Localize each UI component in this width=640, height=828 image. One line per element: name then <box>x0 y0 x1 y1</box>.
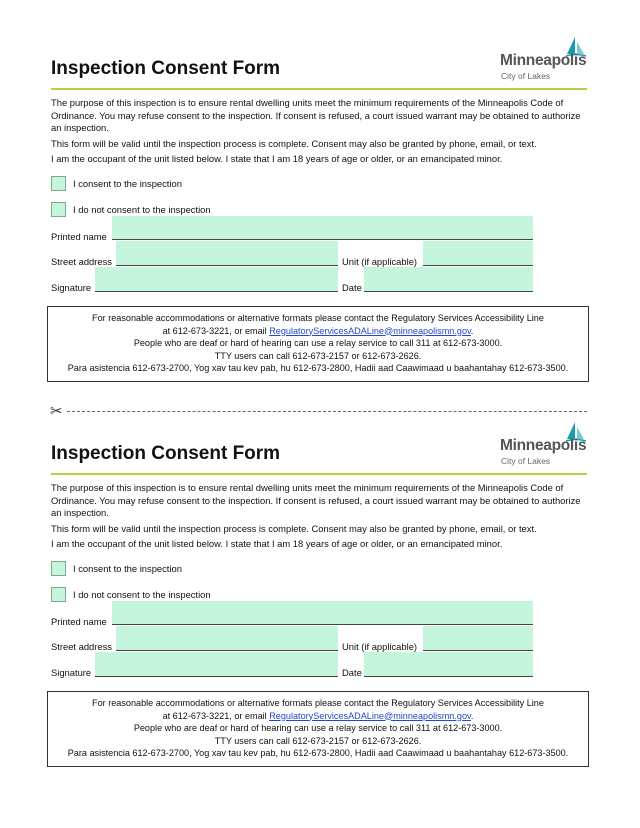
consent-form-top <box>0 0 640 385</box>
minneapolis-logo <box>500 36 590 84</box>
date-input[interactable] <box>364 652 533 676</box>
street-address-input[interactable] <box>116 241 338 265</box>
unit-underline <box>423 650 533 651</box>
printed-name-label: Printed name <box>51 231 107 242</box>
no-consent-checkbox[interactable] <box>51 202 66 217</box>
no-consent-checkbox-label: I do not consent to the inspection <box>73 589 211 600</box>
signature-underline <box>95 291 338 292</box>
street-address-input[interactable] <box>116 626 338 650</box>
scissors-icon: ✂ <box>50 403 63 420</box>
accessibility-notice <box>47 691 589 767</box>
notice-phone-text: at 612-673-3221, or email <box>162 325 270 336</box>
title-rule <box>51 88 587 90</box>
printed-name-label: Printed name <box>51 616 107 627</box>
consent-form-bottom <box>0 385 640 770</box>
purpose-paragraph: The purpose of this inspection is to ensure rental dwelling units meet the minimum requirements of the Minneapolis Code of Ordinance. You may refuse consent to the inspection. If consent is refused, a court issued warrant may be obtained to authorize an inspection. <box>51 97 581 134</box>
logo-name: Minneapolis <box>500 437 587 454</box>
validity-paragraph: This form will be valid until the inspection process is complete. Consent may also be granted by phone, email, or text. <box>51 523 537 534</box>
notice-period: . <box>470 710 474 721</box>
notice-relay-line: People who are deaf or hard of hearing can use a relay service to call 311 at 612-673-3000. <box>133 723 503 733</box>
notice-tty-line: TTY users can call 612-673-2157 or 612-673-2626. <box>214 350 422 361</box>
signature-label: Signature <box>51 667 92 678</box>
notice-line: For reasonable accommodations or alternative formats please contact the Regulatory Services Accessibility Line <box>92 313 544 323</box>
form-title: Inspection Consent Form <box>51 58 281 79</box>
unit-label: Unit (if applicable) <box>342 641 418 652</box>
unit-input[interactable] <box>423 241 533 265</box>
signature-input[interactable] <box>95 652 338 676</box>
notice-tty-line: TTY users can call 612-673-2157 or 612-673-2626. <box>214 735 422 746</box>
unit-label: Unit (if applicable) <box>342 256 418 267</box>
consent-checkbox-label: I consent to the inspection <box>73 563 182 574</box>
form-title: Inspection Consent Form <box>51 443 281 464</box>
notice-languages-line: Para asistencia 612-673-2700, Yog xav tau kev pab, hu 612-673-2800, Hadii aad Caawimaad u baahantahay 612-673-3500. <box>67 363 569 373</box>
no-consent-checkbox[interactable] <box>51 587 66 602</box>
date-underline <box>364 291 533 292</box>
street-address-underline <box>116 265 338 266</box>
notice-phone-text: at 612-673-3221, or email <box>162 710 270 721</box>
signature-input[interactable] <box>95 267 338 291</box>
date-label: Date <box>342 667 362 678</box>
consent-checkbox[interactable] <box>51 176 66 191</box>
logo-tagline: City of Lakes <box>501 71 551 81</box>
ada-email-link[interactable]: RegulatoryServicesADALine@minneapolismn.gov <box>269 325 471 336</box>
minneapolis-logo <box>500 421 590 469</box>
notice-contact-line <box>48 710 588 723</box>
consent-checkbox-label: I consent to the inspection <box>73 178 182 189</box>
printed-name-input[interactable] <box>112 601 533 624</box>
printed-name-underline <box>112 624 533 625</box>
logo-name: Minneapolis <box>500 52 587 69</box>
unit-input[interactable] <box>423 626 533 650</box>
notice-period: . <box>470 325 474 336</box>
logo-tagline: City of Lakes <box>501 456 551 466</box>
validity-paragraph: This form will be valid until the inspection process is complete. Consent may also be granted by phone, email, or text. <box>51 138 537 149</box>
title-rule <box>51 473 587 475</box>
unit-underline <box>423 265 533 266</box>
notice-languages-line: Para asistencia 612-673-2700, Yog xav tau kev pab, hu 612-673-2800, Hadii aad Caawimaad u baahantahay 612-673-3500. <box>67 748 569 758</box>
street-address-label: Street address <box>51 641 112 652</box>
accessibility-notice <box>47 306 589 382</box>
occupant-statement: I am the occupant of the unit listed below. I state that I am 18 years of age or older, or an emancipated minor. <box>51 153 503 164</box>
consent-checkbox[interactable] <box>51 561 66 576</box>
signature-underline <box>95 676 338 677</box>
printed-name-input[interactable] <box>112 216 533 239</box>
notice-contact-line <box>48 325 588 338</box>
purpose-paragraph: The purpose of this inspection is to ensure rental dwelling units meet the minimum requirements of the Minneapolis Code of Ordinance. You may refuse consent to the inspection. If consent is refused, a court issued warrant may be obtained to authorize an inspection. <box>51 482 581 519</box>
occupant-statement: I am the occupant of the unit listed below. I state that I am 18 years of age or older, or an emancipated minor. <box>51 538 503 549</box>
printed-name-underline <box>112 239 533 240</box>
date-label: Date <box>342 282 362 293</box>
street-address-label: Street address <box>51 256 112 267</box>
date-input[interactable] <box>364 267 533 291</box>
date-underline <box>364 676 533 677</box>
notice-relay-line: People who are deaf or hard of hearing can use a relay service to call 311 at 612-673-3000. <box>133 338 503 348</box>
no-consent-checkbox-label: I do not consent to the inspection <box>73 204 211 215</box>
signature-label: Signature <box>51 282 92 293</box>
street-address-underline <box>116 650 338 651</box>
notice-line: For reasonable accommodations or alternative formats please contact the Regulatory Services Accessibility Line <box>92 698 544 708</box>
ada-email-link[interactable]: RegulatoryServicesADALine@minneapolismn.gov <box>269 710 471 721</box>
